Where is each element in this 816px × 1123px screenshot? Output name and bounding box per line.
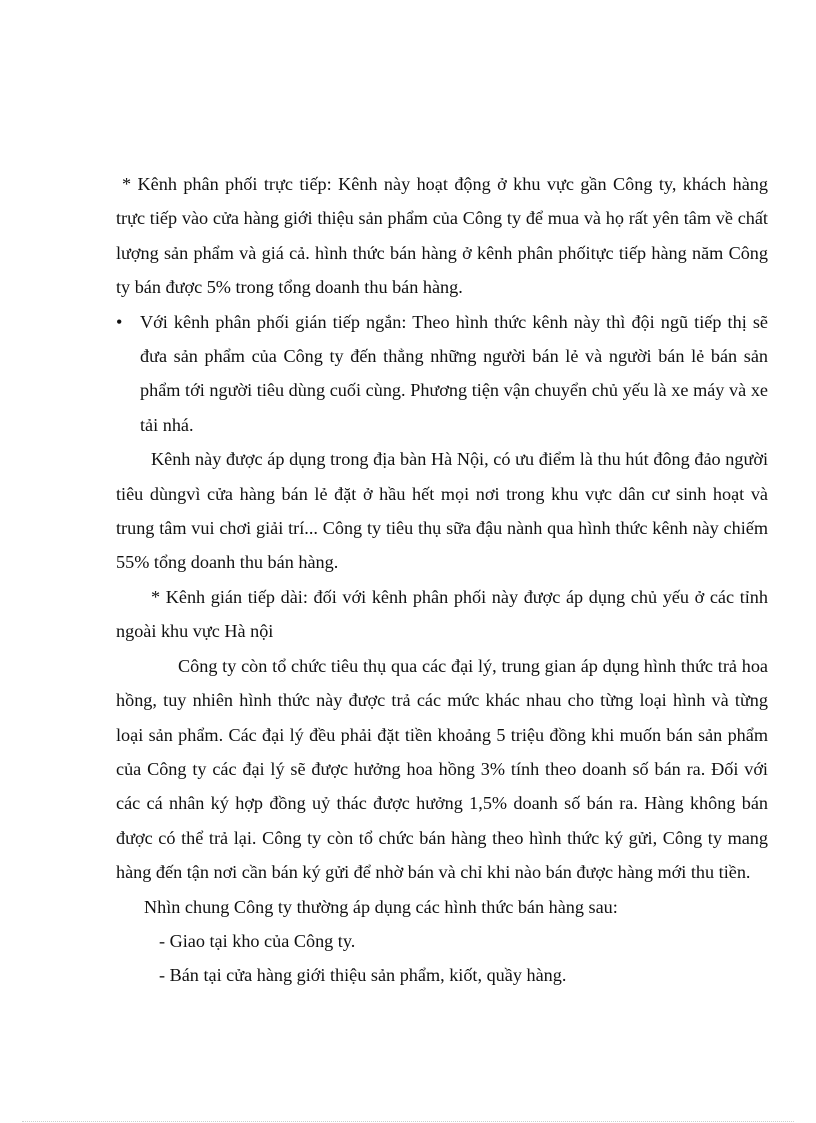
- paragraph-hanoi-channel: Kênh này được áp dụng trong địa bàn Hà Nội, có ưu điểm là thu hút đông đảo người tiêu dùngvì cửa hàng bán lẻ đặt ở hầu hết mọi nơi trong khu vực dân cư sinh hoạt và trung tâm vui chơi giải trí... Công ty tiêu thụ sữa đậu nành qua hình thức kênh này chiếm 55% tổng doanh thu bán hàng.: [116, 449, 768, 573]
- paragraph-long-indirect-channel: * Kênh gián tiếp dài: đối với kênh phân phối này được áp dụng chủ yếu ở các tỉnh ngoài khu vực Hà nội: [116, 586, 768, 642]
- paragraph-direct-channel: * Kênh phân phối trực tiếp: Kênh này hoạt động ở khu vực gần Công ty, khách hàng trực tiếp vào cửa hàng giới thiệu sản phẩm của Công ty để mua và họ rất yên tâm về chất lượng sản phẩm và giá cả. hình thức bán hàng ở kênh phân phốitực tiếp hàng năm Công ty bán được 5% trong tổng doanh thu bán hàng.: [116, 174, 768, 298]
- page-bottom-divider: [22, 1121, 794, 1122]
- document-body: [116, 167, 768, 993]
- list-item-sales-form: - Giao tại kho của Công ty.: [159, 930, 356, 951]
- bullet-icon: •: [116, 311, 123, 332]
- paragraph-short-indirect-channel: Với kênh phân phối gián tiếp ngắn: Theo hình thức kênh này thì đội ngũ tiếp thị sẽ đưa sản phẩm của Công ty đến thẳng những người bán lẻ và người bán lẻ bán sản phẩm tới người tiêu dùng cuối cùng. Phương tiện vận chuyển chủ yếu là xe máy và xe tải nhá.: [140, 311, 768, 435]
- list-item-sales-form: - Bán tại cửa hàng giới thiệu sản phẩm, kiốt, quầy hàng.: [159, 965, 567, 986]
- bullet-item-short-indirect-channel: [116, 305, 768, 443]
- paragraph-summary: Nhìn chung Công ty thường áp dụng các hình thức bán hàng sau:: [144, 896, 618, 917]
- paragraph-agents: Công ty còn tổ chức tiêu thụ qua các đại lý, trung gian áp dụng hình thức trả hoa hồng, tuy nhiên hình thức này được trả các mức khác nhau cho từng loại hình và từng loại sản phẩm. Các đại lý đều phải đặt tiền khoảng 5 triệu đồng khi muốn bán sản phẩm của Công ty các đại lý sẽ được hưởng hoa hồng 3% tính theo doanh số bán ra. Đối với các cá nhân ký hợp đồng uỷ thác được hưởng 1,5% doanh số bán ra. Hàng không bán được có thể trả lại. Công ty còn tổ chức bán hàng theo hình thức ký gửi, Công ty mang hàng đến tận nơi cần bán ký gửi để nhờ bán và chỉ khi nào bán được hàng mới thu tiền.: [116, 655, 768, 883]
